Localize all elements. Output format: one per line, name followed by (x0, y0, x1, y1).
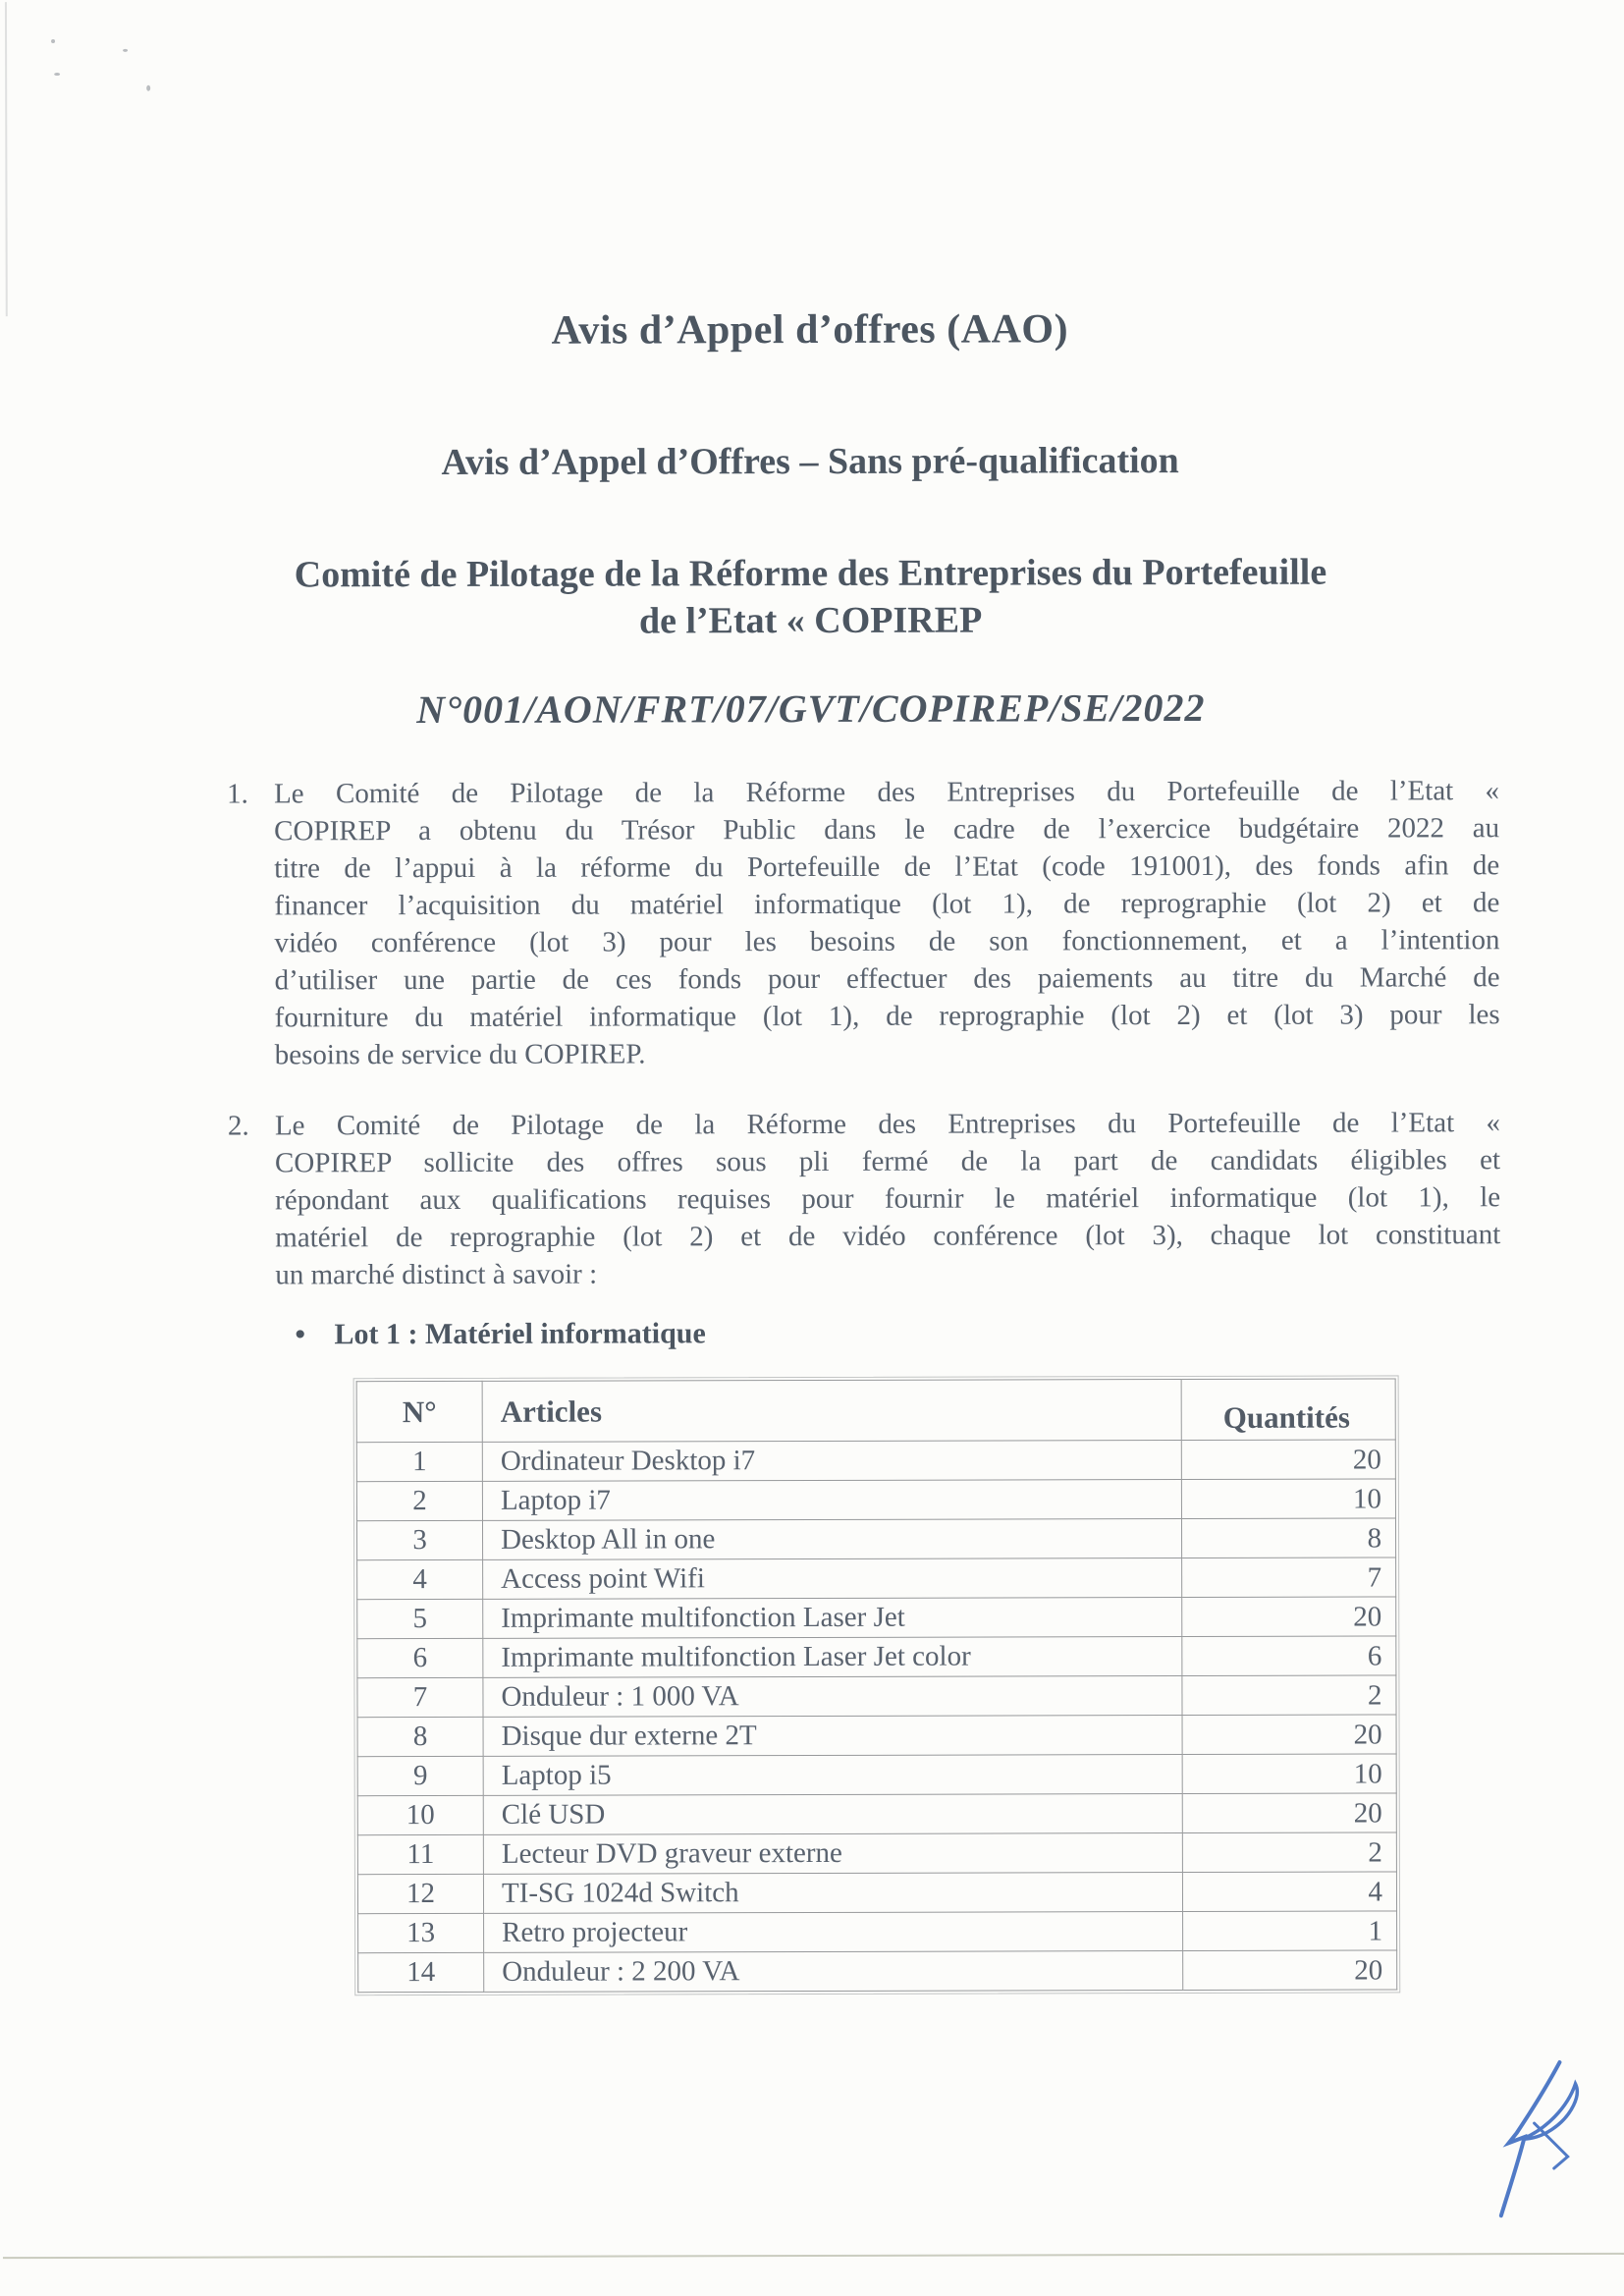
lot1-table-container (356, 1378, 1398, 1993)
cell-qty: 20 (1182, 1793, 1396, 1833)
cell-article: Laptop i5 (483, 1755, 1182, 1796)
scan-artifact-line (3, 2253, 1624, 2259)
cell-qty: 10 (1181, 1479, 1395, 1519)
paragraph-1-line: titre de l’appui à la réforme du Portefeuille de l’Etat (code 191001), des fonds afin de (274, 849, 1500, 885)
cell-num: 2 (356, 1481, 482, 1520)
organization-name (0, 548, 1623, 646)
scan-speck (123, 49, 128, 52)
cell-qty: 8 (1181, 1518, 1395, 1558)
table-row (357, 1872, 1396, 1914)
cell-qty: 2 (1182, 1832, 1396, 1873)
paragraph-2-line: COPIREP sollicite des offres sous pli fermé de la part de candidats éligibles et (274, 1144, 1501, 1179)
paragraph-1 (227, 772, 1500, 1073)
cell-qty: 10 (1182, 1754, 1396, 1794)
table-row (357, 1715, 1396, 1757)
paragraph-1-number: 1. (227, 778, 248, 810)
table-row (357, 1636, 1396, 1678)
paragraph-2-line: Le Comité de Pilotage de la Réforme des Entreprises du Portefeuille de l’Etat « (274, 1107, 1500, 1142)
table-row (356, 1479, 1395, 1521)
table-row (357, 1597, 1396, 1639)
header-cell-qty: Quantités (1181, 1379, 1395, 1441)
table-row (357, 1754, 1396, 1796)
bullet-icon: • (295, 1318, 306, 1351)
cell-article: Ordinateur Desktop i7 (482, 1441, 1181, 1482)
table-row (358, 1911, 1397, 1953)
cell-num: 3 (356, 1520, 482, 1559)
cell-article: TI-SG 1024d Switch (483, 1873, 1182, 1914)
cell-num: 14 (358, 1952, 484, 1992)
cell-num: 8 (357, 1717, 483, 1756)
cell-article: Desktop All in one (482, 1519, 1181, 1560)
table-row (358, 1950, 1397, 1993)
paragraph-2-line: répondant aux qualifications requises pour fournir le matériel informatique (lot 1), le (275, 1181, 1501, 1217)
cell-article: Onduleur : 2 200 VA (484, 1951, 1183, 1993)
scan-edge-line (5, 2, 8, 316)
cell-num: 6 (357, 1638, 483, 1677)
cell-num: 12 (357, 1874, 483, 1913)
cell-num: 4 (357, 1559, 483, 1599)
paragraph-1-line: fourniture du matériel informatique (lot 1), de reprographie (lot 2) et (lot 3) pour les (274, 999, 1500, 1034)
cell-num: 11 (357, 1834, 483, 1874)
cell-num: 7 (357, 1677, 483, 1717)
organization-name-line1: Comité de Pilotage de la Réforme des Entreprises du Portefeuille (294, 551, 1327, 596)
paragraph-1-line: financer l’acquisition du matériel informatique (lot 1), de reprographie (lot 2) et de (274, 887, 1500, 922)
table-row (357, 1832, 1396, 1875)
paragraph-2 (227, 1104, 1501, 1293)
cell-num: 9 (357, 1756, 483, 1795)
header-cell-num: N° (356, 1381, 482, 1442)
cell-qty: 20 (1181, 1440, 1395, 1480)
cell-article: Imprimante multifonction Laser Jet (483, 1598, 1182, 1639)
tender-reference: N°001/AON/FRT/07/GVT/COPIREP/SE/2022 (416, 684, 1206, 733)
lot1-heading-label: Lot 1 : Matériel informatique (334, 1317, 706, 1351)
cell-num: 1 (356, 1442, 482, 1481)
cell-qty: 20 (1182, 1715, 1396, 1755)
cell-article: Access point Wifi (483, 1558, 1182, 1600)
table-row (356, 1518, 1395, 1560)
document-subtitle: Avis d’Appel d’Offres – Sans pré-qualification (441, 440, 1179, 483)
lot1-table (356, 1378, 1398, 1993)
cell-num: 13 (358, 1913, 484, 1952)
table-row (357, 1558, 1396, 1600)
cell-num: 5 (357, 1599, 483, 1638)
cell-article: Lecteur DVD graveur externe (483, 1833, 1182, 1875)
paragraph-1-line: Le Comité de Pilotage de la Réforme des Entreprises du Portefeuille de l’Etat « (274, 775, 1500, 810)
cell-qty: 7 (1182, 1558, 1396, 1598)
cell-qty: 20 (1182, 1597, 1396, 1637)
paragraph-1-line: vidéo conférence (lot 3) pour les besoins de son fonctionnement, et a l’intention (274, 924, 1500, 959)
cell-num: 10 (357, 1795, 483, 1834)
cell-qty: 20 (1183, 1950, 1397, 1991)
cell-article: Onduleur : 1 000 VA (483, 1676, 1182, 1718)
cell-article: Retro projecteur (484, 1912, 1183, 1953)
organization-name-line2: de l’Etat « COPIREP (638, 599, 983, 642)
header-cell-articles: Articles (482, 1380, 1181, 1443)
signature-icon (1477, 2058, 1595, 2235)
table-row (357, 1793, 1396, 1835)
table-row (356, 1440, 1395, 1482)
lot1-heading (295, 1317, 705, 1351)
scan-speck (51, 39, 55, 43)
scan-speck (146, 85, 150, 91)
cell-qty: 2 (1182, 1675, 1396, 1716)
cell-qty: 6 (1182, 1636, 1396, 1676)
document-title: Avis d’Appel d’offres (AAO) (551, 306, 1069, 354)
cell-article: Clé USD (483, 1794, 1182, 1835)
paragraph-1-line: besoins de service du COPIREP. (274, 1038, 646, 1071)
cell-article: Laptop i7 (482, 1480, 1181, 1521)
cell-article: Imprimante multifonction Laser Jet color (483, 1637, 1182, 1678)
paragraph-2-number: 2. (227, 1110, 249, 1142)
scan-speck (54, 73, 60, 76)
table-row (357, 1675, 1396, 1718)
paragraph-1-line: COPIREP a obtenu du Trésor Public dans le cadre de l’exercice budgétaire 2022 au (274, 812, 1500, 847)
paragraph-1-line: d’utiliser une partie de ces fonds pour effectuer des paiements au titre du Marché de (274, 961, 1500, 997)
cell-qty: 4 (1182, 1872, 1396, 1912)
table-header-row (356, 1379, 1395, 1443)
cell-article: Disque dur externe 2T (483, 1716, 1182, 1757)
cell-qty: 1 (1183, 1911, 1397, 1951)
paragraph-2-line: matériel de reprographie (lot 2) et de vidéo conférence (lot 3), chaque lot constituant (275, 1219, 1501, 1254)
paragraph-2-line: un marché distinct à savoir : (275, 1258, 598, 1291)
